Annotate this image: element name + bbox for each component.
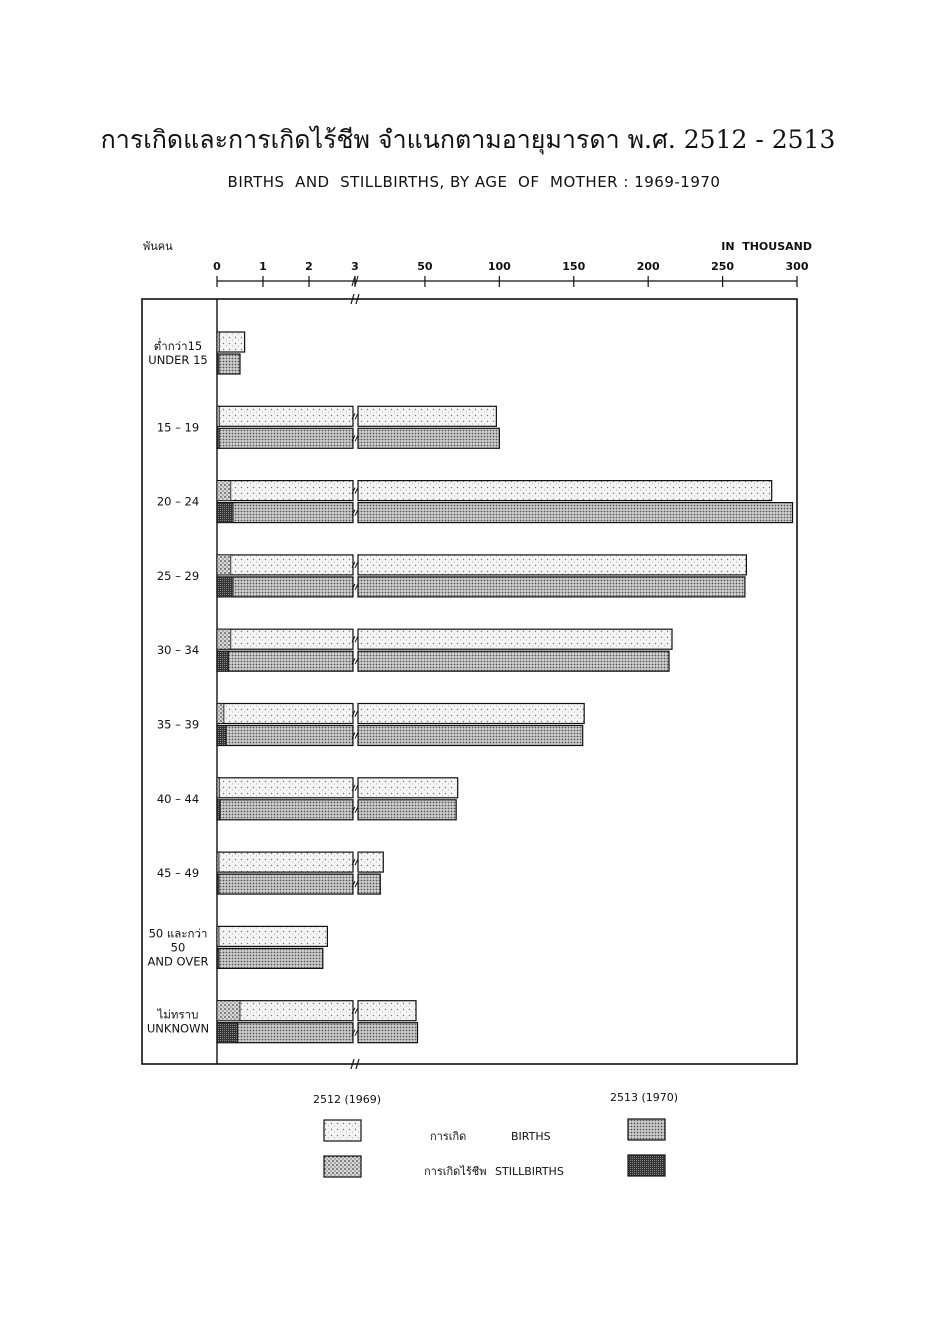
bar-births-1970: [358, 800, 456, 820]
bar-stillbirths-1969: [217, 926, 219, 946]
bar-births-1969: [217, 778, 353, 798]
bar-births-1970: [217, 651, 353, 671]
legend: [313, 1091, 678, 1178]
bar-stillbirths-1970: [217, 726, 226, 746]
x-tick-label: 2: [305, 260, 313, 273]
category-label: 50: [170, 940, 186, 955]
bar-births-1970: [217, 874, 353, 894]
category-label: 35 – 39: [156, 717, 200, 732]
bar-births-1970: [358, 1023, 418, 1043]
bar-births-1970: [217, 354, 240, 374]
legend-swatch-births-1969: [324, 1120, 361, 1141]
bar-births-1969: [217, 481, 353, 501]
legend-births-thai: การเกิด: [430, 1130, 467, 1143]
bar-births-1969: [217, 926, 327, 946]
bar-stillbirths-1969: [217, 406, 219, 426]
legend-swatch-births-1970: [628, 1119, 665, 1140]
bar-births-1970: [358, 651, 669, 671]
bar-stillbirths-1969: [217, 629, 231, 649]
x-tick-label: 3: [351, 260, 359, 273]
bar-stillbirths-1970: [217, 577, 233, 597]
bars: [217, 332, 793, 1043]
category-label: 50 และกว่า: [148, 926, 208, 941]
bar-births-1970: [217, 726, 353, 746]
category-label: 40 – 44: [156, 791, 200, 806]
x-tick-label: 0: [213, 260, 221, 273]
legend-swatch-stillbirths-1969: [324, 1156, 361, 1177]
category-labels: [147, 338, 209, 1036]
bar-stillbirths-1970: [217, 503, 233, 523]
bar-births-1970: [217, 428, 353, 448]
x-tick-label: 150: [562, 260, 586, 273]
x-tick-label: 100: [487, 260, 511, 273]
bar-births-1969: [217, 629, 353, 649]
legend-births-english: BIRTHS: [511, 1130, 551, 1143]
bar-births-1970: [358, 874, 380, 894]
category-label: 15 – 19: [156, 420, 200, 435]
bar-births-1970: [358, 503, 793, 523]
legend-year-1970: 2513 (1970): [610, 1091, 679, 1104]
bar-stillbirths-1970: [217, 428, 219, 448]
category-label: AND OVER: [147, 954, 209, 969]
category-label: 45 – 49: [156, 866, 200, 881]
bar-stillbirths-1969: [217, 778, 219, 798]
bar-births-1969: [358, 481, 772, 501]
bar-births-1969: [217, 852, 353, 872]
bar-births-1970: [217, 948, 323, 968]
category-label: ไม่ทราบ: [157, 1007, 199, 1022]
category-label: ต่ำกว่า15: [153, 339, 203, 353]
chart-title-thai: การเกิดและการเกิดไร้ชีพ จำแนกตามอายุมารดา พ.ศ. 2512 - 2513: [100, 125, 836, 154]
bar-births-1970: [358, 726, 583, 746]
bar-births-1969: [217, 704, 353, 724]
bar-births-1970: [358, 577, 745, 597]
x-tick-label: 300: [785, 260, 809, 273]
bar-stillbirths-1969: [217, 1001, 240, 1021]
bar-births-1969: [358, 704, 584, 724]
bar-stillbirths-1970: [217, 651, 229, 671]
x-tick-label: 50: [417, 260, 433, 273]
bar-births-1970: [217, 800, 353, 820]
bar-stillbirths-1969: [217, 555, 231, 575]
bar-births-1970: [217, 577, 353, 597]
bar-stillbirths-1970: [217, 354, 219, 374]
category-label: UNKNOWN: [146, 1021, 210, 1036]
bar-stillbirths-1970: [217, 800, 220, 820]
legend-swatch-stillbirths-1970: [628, 1155, 665, 1176]
chart-title-english: BIRTHS AND STILLBIRTHS, BY AGE OF MOTHER : 1969-1970: [227, 173, 721, 191]
category-label: 30 – 34: [156, 643, 200, 658]
bar-stillbirths-1969: [217, 332, 219, 352]
legend-year-1969: 2512 (1969): [313, 1093, 382, 1106]
bar-births-1969: [358, 629, 672, 649]
bar-births-1969: [358, 406, 496, 426]
bar-births-1969: [217, 332, 245, 352]
legend-stillbirths-thai: การเกิดไร้ชีพ: [424, 1165, 487, 1178]
x-tick-label: 250: [711, 260, 735, 273]
x-axis: [213, 260, 809, 287]
category-label: 25 – 29: [156, 568, 200, 583]
x-tick-label: 1: [259, 260, 267, 273]
bar-births-1970: [217, 503, 353, 523]
bar-births-1969: [358, 852, 383, 872]
category-label: 20 – 24: [156, 494, 200, 509]
bar-stillbirths-1970: [217, 948, 219, 968]
x-tick-label: 200: [636, 260, 660, 273]
bar-stillbirths-1969: [217, 852, 219, 872]
bar-births-1969: [217, 555, 353, 575]
bar-births-1969: [358, 1001, 416, 1021]
bar-stillbirths-1969: [217, 704, 224, 724]
bar-stillbirths-1970: [217, 1023, 238, 1043]
category-label: UNDER 15: [148, 353, 208, 367]
bar-births-1970: [358, 428, 499, 448]
axis-unit-english: IN THOUSAND: [721, 240, 812, 253]
bar-births-1969: [217, 406, 353, 426]
bar-births-1969: [358, 778, 458, 798]
bar-stillbirths-1970: [217, 874, 219, 894]
bar-births-1969: [358, 555, 746, 575]
legend-stillbirths-english: STILLBIRTHS: [495, 1165, 564, 1178]
bar-stillbirths-1969: [217, 481, 231, 501]
axis-unit-thai: พันคน: [143, 240, 173, 253]
